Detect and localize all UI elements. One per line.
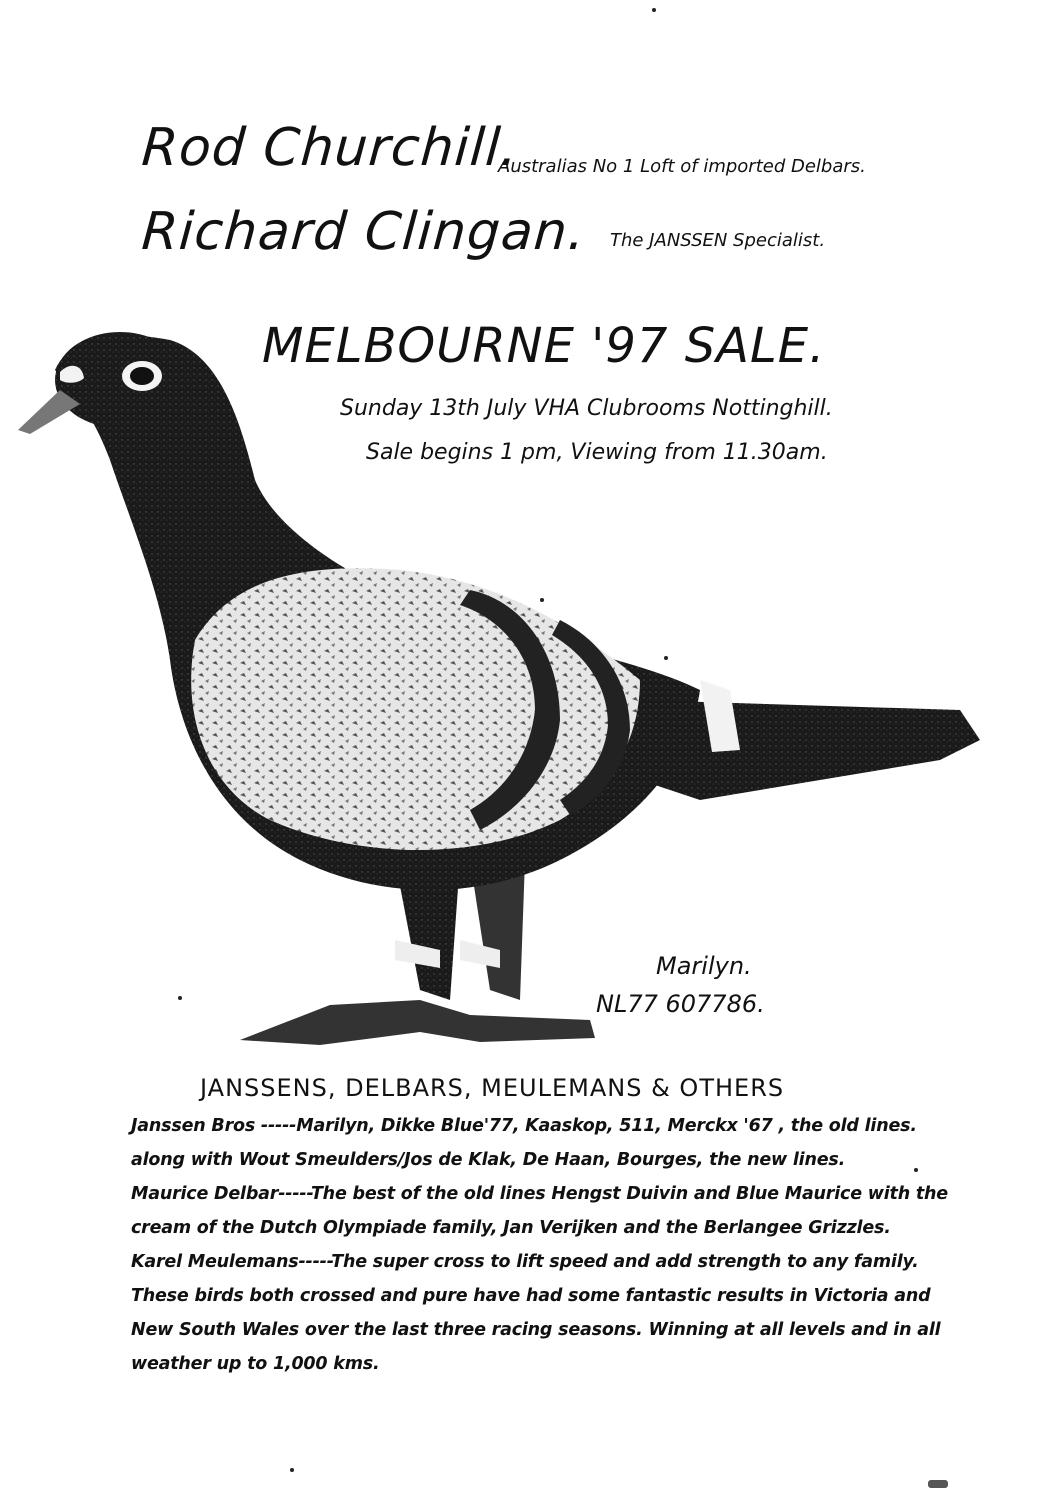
bird-name: Marilyn. bbox=[656, 952, 752, 980]
strains-heading: JANSSENS, DELBARS, MEULEMANS & OTHERS bbox=[200, 1074, 785, 1102]
scan-speck bbox=[178, 996, 182, 1000]
breeder-tagline-2: The JANSSEN Specialist. bbox=[610, 230, 826, 251]
body-line: Janssen Bros -----Marilyn, Dikke Blue'77, Kaaskop, 511, Merckx '67 , the old lines. bbox=[131, 1116, 917, 1136]
pigeon-illustration bbox=[0, 300, 1000, 1060]
body-line: New South Wales over the last three racing seasons. Winning at all levels and in all bbox=[131, 1320, 941, 1340]
scan-speck bbox=[664, 656, 668, 660]
body-line: Maurice Delbar-----The best of the old lines Hengst Duivin and Blue Maurice with the bbox=[131, 1184, 948, 1204]
body-line: These birds both crossed and pure have had some fantastic results in Victoria and bbox=[131, 1286, 931, 1306]
scan-speck bbox=[540, 598, 544, 602]
scan-speck bbox=[914, 1168, 918, 1172]
bird-ring-number: NL77 607786. bbox=[596, 990, 765, 1018]
body-line: along with Wout Smeulders/Jos de Klak, De Haan, Bourges, the new lines. bbox=[131, 1150, 846, 1170]
sale-title: MELBOURNE '97 SALE. bbox=[262, 318, 826, 374]
sale-date-venue: Sunday 13th July VHA Clubrooms Nottinghill. bbox=[340, 396, 833, 421]
scan-speck bbox=[652, 8, 656, 12]
scan-speck bbox=[290, 1468, 294, 1472]
scan-speck bbox=[928, 1480, 948, 1488]
breeder-name-richard-clingan: Richard Clingan. bbox=[139, 202, 588, 262]
body-line: cream of the Dutch Olympiade family, Jan Verijken and the Berlangee Grizzles. bbox=[131, 1218, 891, 1238]
breeder-name-rod-churchill: Rod Churchill. bbox=[139, 118, 521, 178]
body-line: Karel Meulemans-----The super cross to lift speed and add strength to any family. bbox=[131, 1252, 919, 1272]
sale-times: Sale begins 1 pm, Viewing from 11.30am. bbox=[366, 440, 828, 465]
body-line: weather up to 1,000 kms. bbox=[131, 1354, 380, 1374]
breeder-tagline-1: Australias No 1 Loft of imported Delbars. bbox=[498, 156, 866, 177]
